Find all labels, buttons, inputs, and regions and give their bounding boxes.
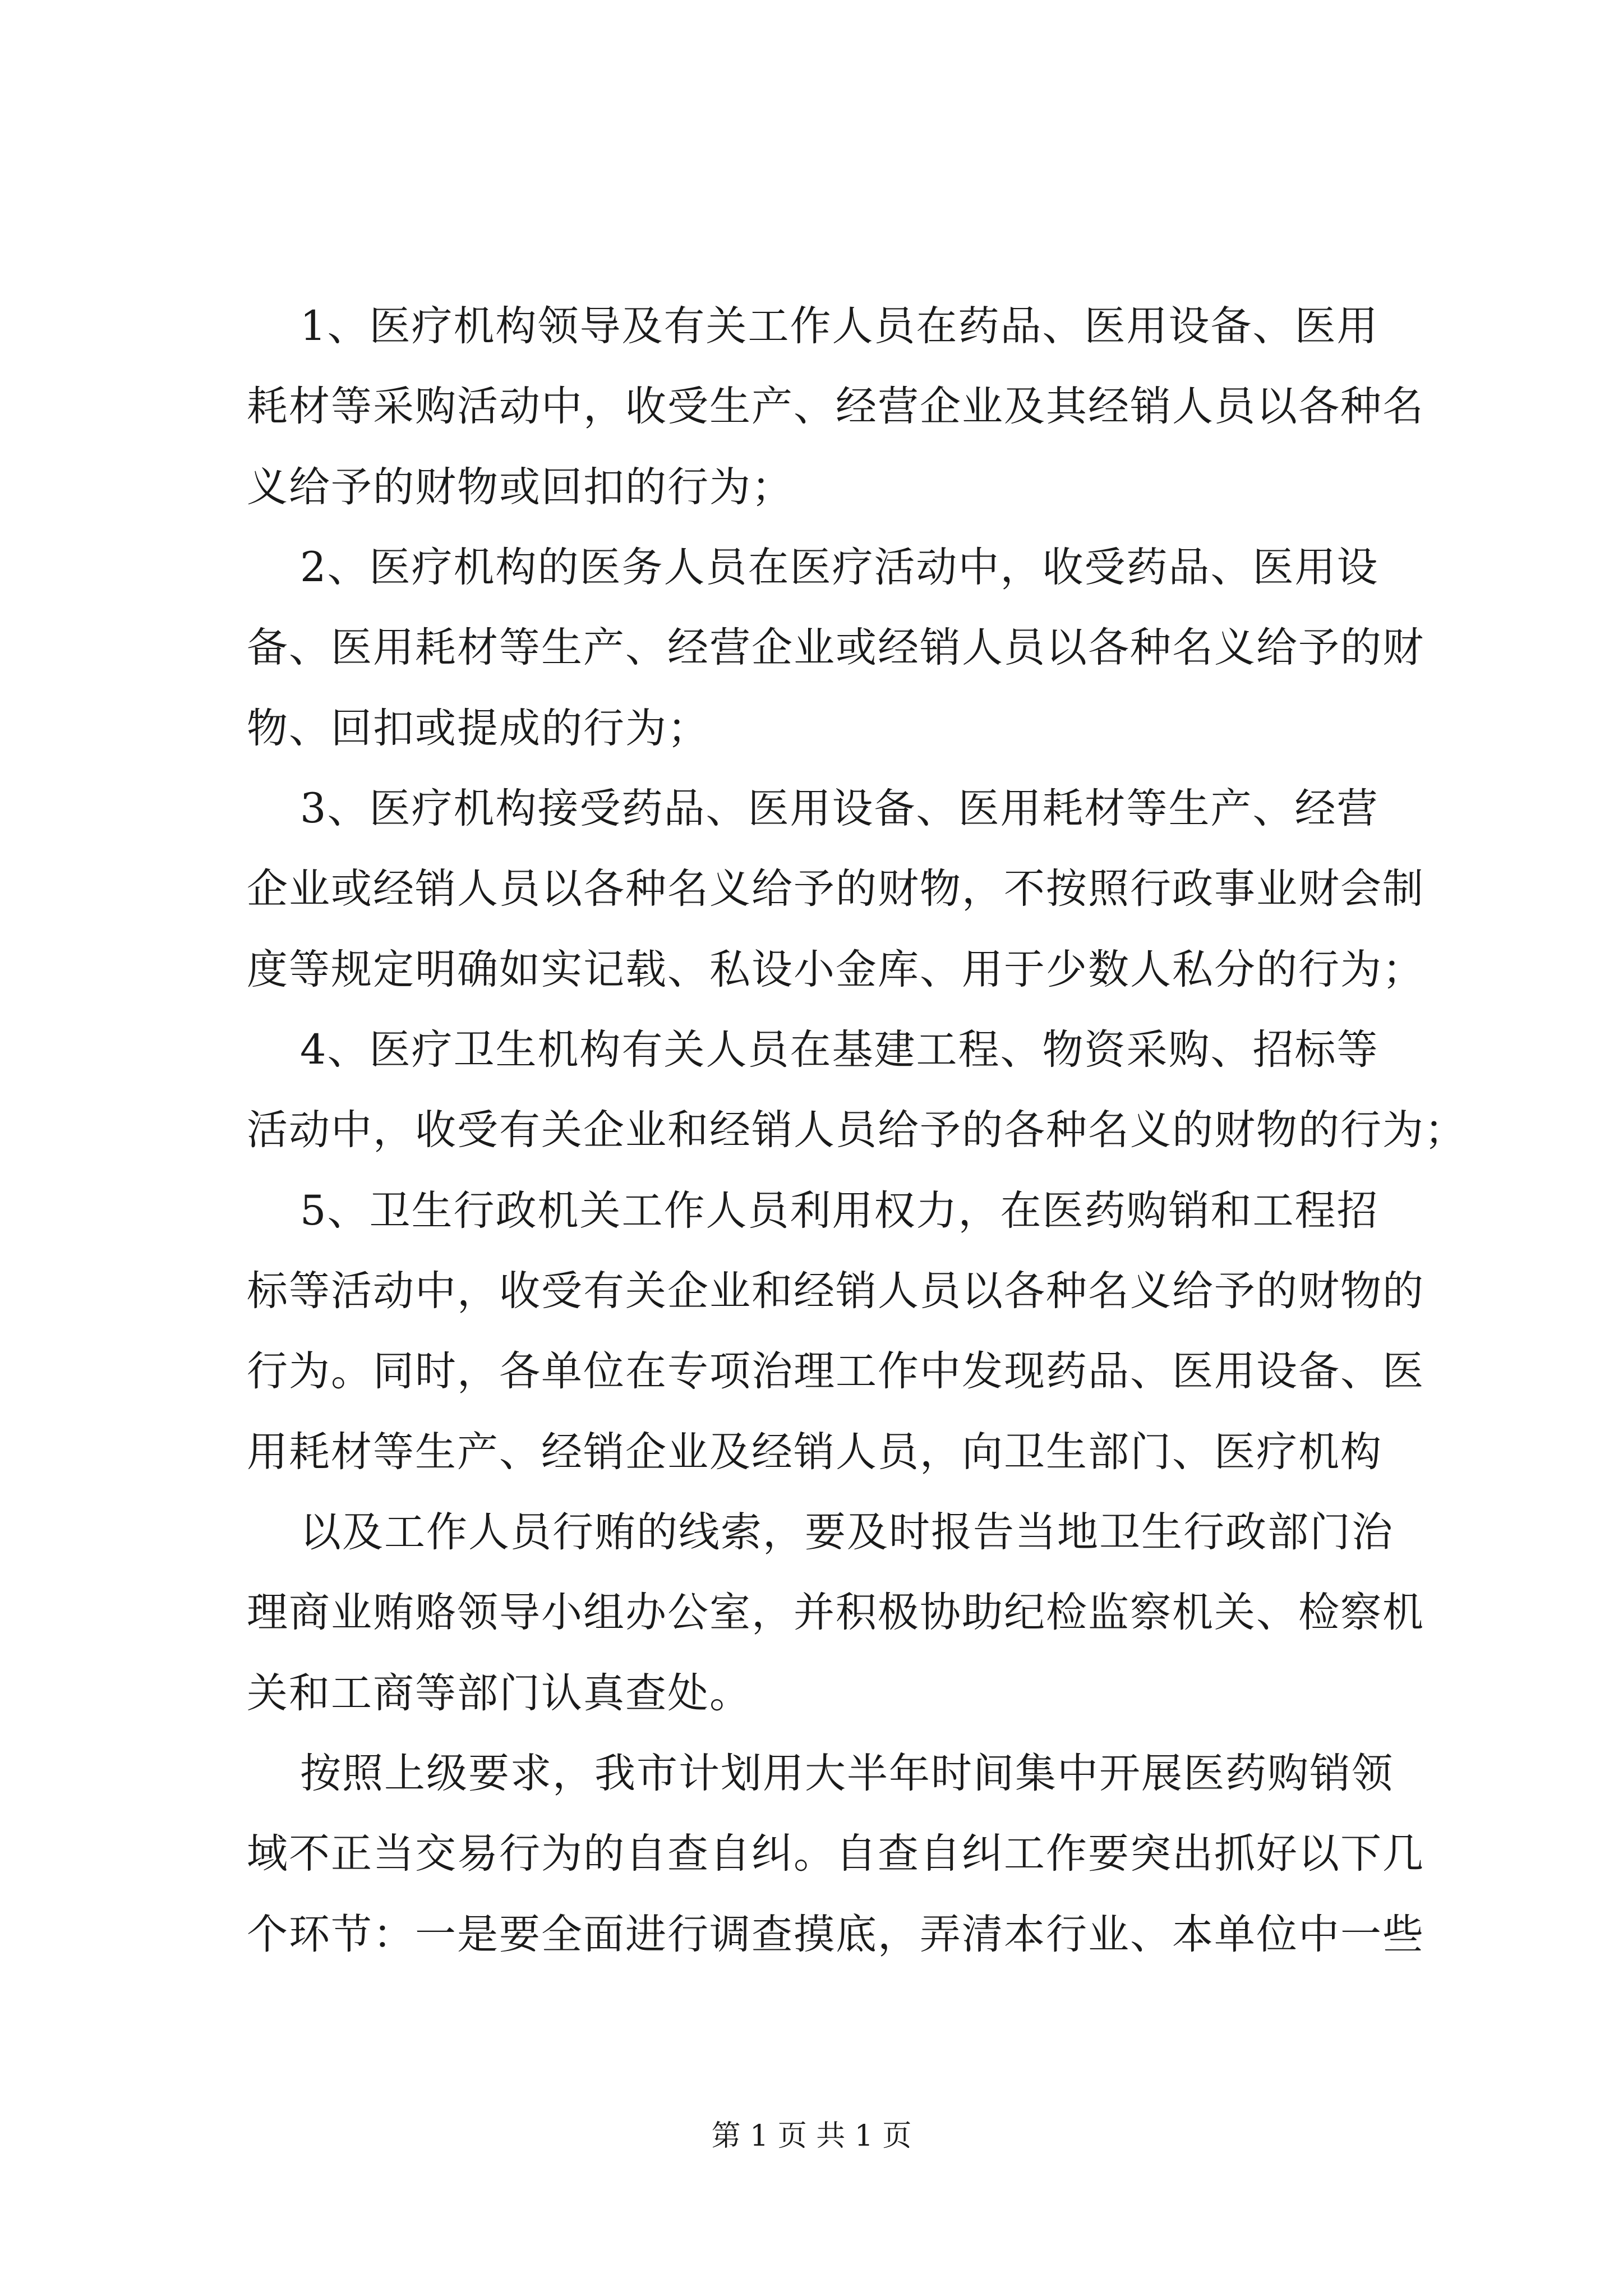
text-line: 域不正当交易行为的自查自纠。自查自纠工作要突出抓好以下几 [247, 1830, 1424, 1878]
text-line: 5、卫生行政机关工作人员利用权力，在医药购销和工程招 [300, 1187, 1379, 1235]
text-line: 标等活动中，收受有关企业和经销人员以各种名义给予的财物的 [247, 1267, 1424, 1315]
text-line: 行为。同时，各单位在专项治理工作中发现药品、医用设备、医 [247, 1347, 1424, 1395]
text-line: 活动中，收受有关企业和经销人员给予的各种名义的财物的行为； [247, 1106, 1467, 1154]
text-line: 关和工商等部门认真查处。 [247, 1669, 751, 1717]
text-line: 3、医疗机构接受药品、医用设备、医用耗材等生产、经营 [300, 785, 1379, 832]
page-number-footer: 第 1 页 共 1 页 [711, 2119, 912, 2153]
text-line: 以及工作人员行贿的线索，要及时报告当地卫生行政部门治 [300, 1508, 1394, 1556]
text-line: 企业或经销人员以各种名义给予的财物，不按照行政事业财会制 [247, 865, 1424, 913]
text-line: 耗材等采购活动中，收受生产、经营企业及其经销人员以各种名 [247, 383, 1424, 430]
text-line: 用耗材等生产、经销企业及经销人员，向卫生部门、医疗机构 [247, 1428, 1382, 1476]
text-line: 4、医疗卫生机构有关人员在基建工程、物资采购、招标等 [300, 1026, 1379, 1074]
text-line: 理商业贿赂领导小组办公室，并积极协助纪检监察机关、检察机 [247, 1589, 1424, 1636]
text-line: 度等规定明确如实记载、私设小金库、用于少数人私分的行为； [247, 946, 1424, 993]
text-line: 按照上级要求，我市计划用大半年时间集中开展医药购销领 [300, 1750, 1394, 1797]
text-line: 2、医疗机构的医务人员在医疗活动中，收受药品、医用设 [300, 544, 1379, 591]
text-line: 个环节：一是要全面进行调查摸底，弄清本行业、本单位中一些 [247, 1911, 1424, 1958]
text-line: 备、医用耗材等生产、经营企业或经销人员以各种名义给予的财 [247, 624, 1424, 671]
text-line: 1、医疗机构领导及有关工作人员在药品、医用设备、医用 [300, 302, 1379, 350]
text-line: 物、回扣或提成的行为； [247, 705, 709, 752]
text-line: 义给予的财物或回扣的行为； [247, 463, 794, 511]
